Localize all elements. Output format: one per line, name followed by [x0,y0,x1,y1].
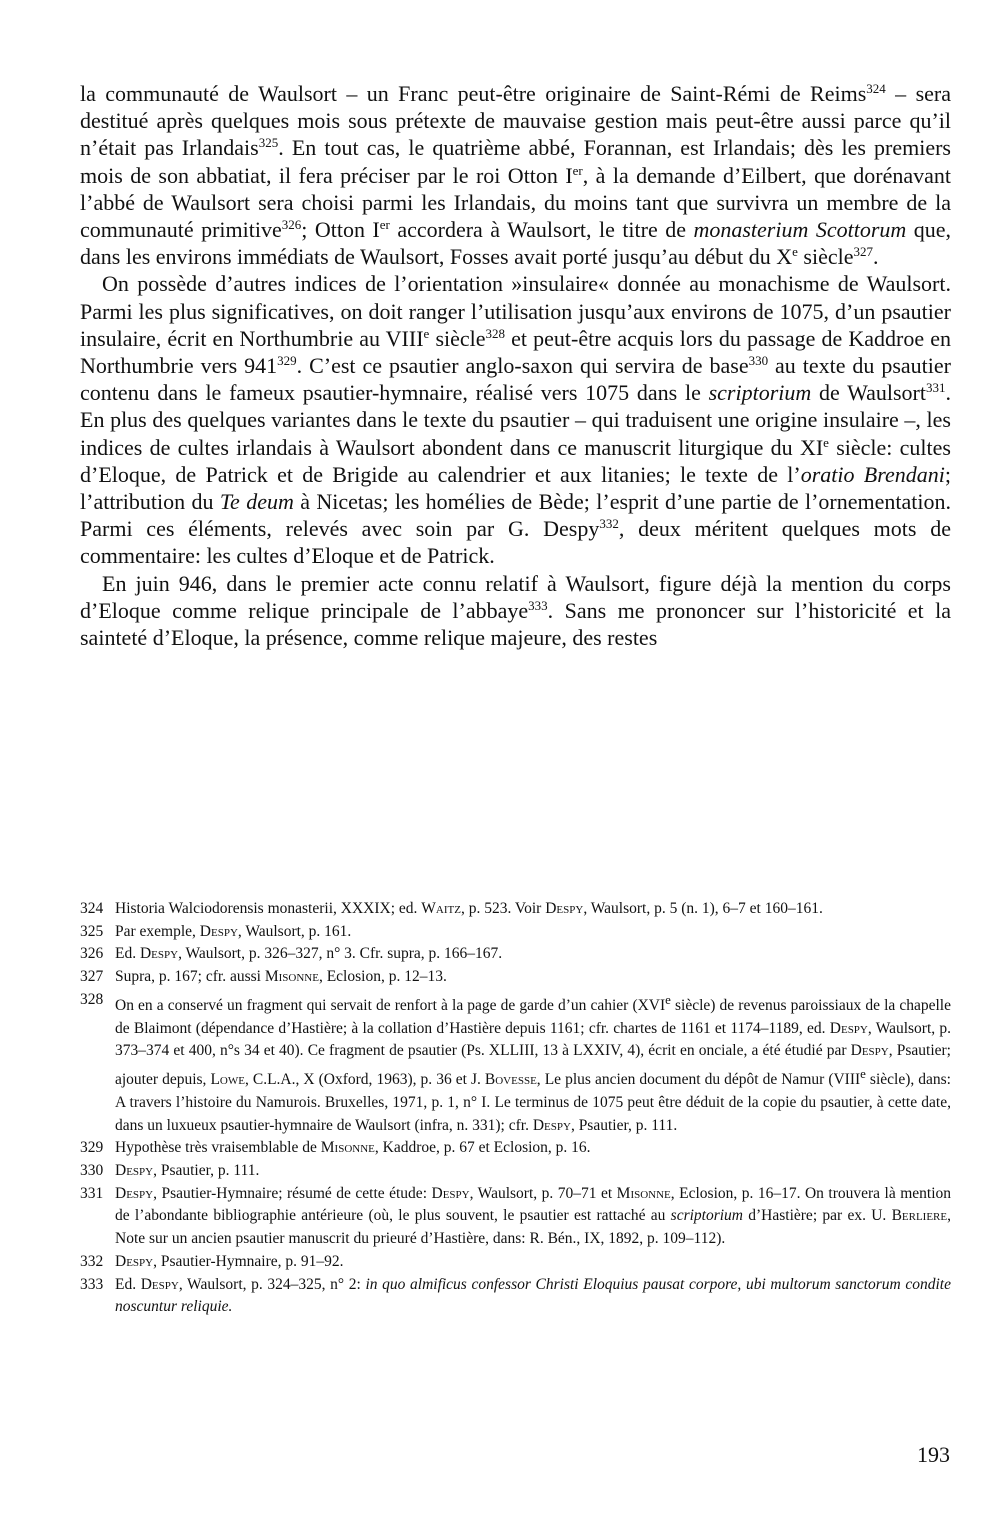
text-run: – sera destitué après quelques mois sous prétexte de mauvaise gestion mais peut-être aussi parce qu’il n’était pas Irlandais [80,81,951,161]
italic-term: in quo almificus confessor Christi Eloquius pausat corpore, ubi multorum sanctorum condite noscuntur reliquie. [115,1275,951,1316]
text-run: , Note sur un ancien psautier manuscrit du prieuré d’Hastière, dans: R. Bén., IX, 1892, p. 109–112). [115,1207,951,1248]
author-name: Lowe [210,1071,245,1089]
text-run: , Psautier-Hymnaire, p. 91–92. [153,1252,344,1270]
footnote-number: 325 [80,922,104,940]
footnote-text [115,1274,951,1319]
text-run: , Psautier, p. 111. [570,1116,678,1134]
note-reference: 332 [599,516,619,532]
text-run: , p. 523. Voir [460,900,546,917]
footnote [80,989,951,1138]
author-name: Misonne [320,1139,375,1157]
text-run: siècle: cultes d’Eloque, de Patrick et de Brigide au calendrier et aux litanies; le texte de l’ [80,434,951,487]
paragraph [80,570,951,652]
author-name: Bovesse [484,1071,537,1089]
footnote [80,1183,951,1251]
footnote-number: 324 [80,900,104,917]
note-reference: 324 [866,81,886,96]
text-run: , Eclosion, p. 16–17. On trouvera là mention de l’abondante bibliographie antérieure (où, le plus souvent, le psautier est rattaché au [115,1184,952,1225]
footnote-text [115,1160,951,1183]
text-run: . C’est ce psautier anglo-saxon qui servira de base [296,353,749,379]
text-run: Hypothèse très vraisemblable de [115,1139,321,1157]
paragraph [80,80,951,270]
italic-term: oratio Brendani [800,461,945,487]
author-name: Despy [829,1019,868,1037]
footnote [80,898,951,921]
text-run: , Psautier; ajouter depuis, [115,1042,951,1089]
footnote-number: 327 [80,968,104,986]
text-run: En juin 946, dans le premier acte connu relatif à Waulsort, figure déjà la mention du corps d’Eloque comme relique principale de l’abbaye [80,570,951,623]
author-name: Despy [115,1184,154,1202]
note-reference: er [379,217,390,233]
body-text [80,80,951,651]
text-run: On en a conservé un fragment qui servait de renfort à la page de garde d’un cahier (XVI [115,996,666,1014]
note-reference: er [572,162,583,178]
text-run: que, dans les environs immédiats de Waulsort, Fosses avait porté jusqu’au début du X [80,217,952,270]
author-name: Despy [431,1184,470,1202]
text-run: Ed. [115,945,140,963]
footnote [80,921,951,944]
author-name: Despy [139,945,179,963]
note-reference: 333 [528,597,548,613]
note-reference: 329 [277,353,297,369]
text-run: , Psautier, p. 111. [153,1162,260,1180]
author-name: Despy [850,1042,889,1060]
note-reference: e [823,434,829,450]
author-name: Misonne [616,1184,671,1202]
text-run: . [872,244,879,270]
footnote-number: 326 [80,945,104,963]
note-reference: e [665,991,671,1007]
text-run: de Waulsort [811,380,926,406]
page-number: 193 [917,1442,950,1467]
text-run: la communauté de Waulsort – un Franc peut-être originaire de Saint-Rémi de Reims [80,81,867,106]
note-reference: e [792,244,798,260]
footnote-text [115,1183,951,1251]
text-run: siècle [429,325,486,351]
text-run: accordera à Waulsort, le titre de [389,217,694,243]
footnote [80,1251,951,1274]
text-run: , C.L.A., X (Oxford, 1963), p. 36 et J. [244,1071,485,1089]
footnote-text [115,966,951,989]
footnote [80,943,951,966]
text-run: siècle [797,244,854,270]
text-run: Ed. [115,1275,141,1293]
text-run: , Waulsort, p. 70–71 et [469,1184,617,1202]
text-run: siècle) de revenus paroissiaux de la chapelle de Blaimont (dépendance d’Hastière; à la collation d’Hastière depuis 1161; cfr. chartes de 1161 et 1174–1189, ed. [115,996,951,1037]
text-run: , Waulsort, p. 161. [237,922,352,940]
paragraph [80,270,951,569]
footnote [80,1160,951,1183]
italic-term: monasterium Scottorum [693,217,907,243]
text-run: , à la demande d’Eilbert, que dorénavant l’abbé de Waulsort sera choisi parmi les Irlandais, du moins tant que survivra un membre de la communauté primitive [80,162,951,243]
note-reference: e [423,325,430,341]
author-name: Despy [199,922,238,940]
footnote-text [115,989,951,1138]
italic-term: scriptorium [708,380,812,406]
footnote-number: 331 [80,1184,104,1202]
author-name: Despy [532,1116,571,1134]
page-body [80,80,951,651]
text-run: Historia Walciodorensis monasterii, XXXIX; ed. [115,900,422,917]
italic-term: Te deum [219,489,294,515]
footnote-text [115,898,951,921]
footnotes [80,898,951,1319]
footnote-text [115,1137,951,1160]
text-run: ; Otton I [301,217,380,243]
text-run: d’Hastière; par ex. U. [743,1207,892,1225]
footnote-text [115,921,951,944]
author-name: Waitz [421,900,461,917]
author-name: Berliere [891,1207,948,1225]
text-run: On possède d’autres indices de l’orientation »insulaire« donnée au monachisme de Waulsort. Parmi les plus significatives, on doit ranger l’utilisation jusqu’aux environs de 1075, d’un psautier insulaire, écrit en Northumbrie au VIII [80,271,951,351]
footnote [80,1137,951,1160]
note-reference: 330 [748,353,769,369]
note-reference: 327 [853,244,873,260]
text-run: ; l’attribution du [80,461,951,515]
text-run: Par exemple, [115,922,200,940]
text-run: , Waulsort, p. 326–327, n° 3. Cfr. supra, p. 166–167. [178,945,503,963]
footnote-number: 333 [80,1275,104,1293]
text-run: et peut-être acquis lors du passage de Kaddroe en Northumbrie vers 941 [80,325,951,379]
text-run: , Waulsort, p. 5 (n. 1), 6–7 et 160–161. [583,900,823,917]
text-run: , Psautier-Hymnaire; résumé de cette étude: [153,1184,432,1202]
text-run: à Nicetas; les homélies de Bède; l’esprit d’une partie de l’ornementation. Parmi ces éléments, relevés avec soin par G. Despy [80,489,951,542]
author-name: Despy [545,900,584,917]
italic-term: scriptorium [670,1207,743,1225]
text-run: , Waulsort, p. 324–325, n° 2: [178,1275,366,1293]
text-run: siècle), dans: A travers l’histoire du Namurois. Bruxelles, 1971, p. 1, n° I. Le terminus de 1075 peut être déduit de la copie du psautier, à cette date, dans un luxueux psautier-hymnaire de Waulsort (infra, n. 331); cfr. [115,1071,951,1134]
text-run: , Le plus ancien document du dépôt de Namur (VIII [536,1071,861,1089]
author-name: Despy [140,1275,179,1293]
note-reference: 328 [485,325,506,341]
note-reference: 325 [258,135,279,151]
text-run: au texte du psautier contenu dans le fameux psautier-hymnaire, réalisé vers 1075 dans le [80,353,952,406]
text-run: . Sans me prononcer sur l’historicité et la sainteté d’Eloque, la présence, comme relique majeure, des restes [80,597,951,651]
note-reference: 331 [926,380,946,396]
author-name: Despy [115,1162,154,1180]
footnote-number: 329 [80,1139,104,1157]
footnote-number: 328 [80,990,104,1008]
text-run: , Waulsort, p. 373–374 et 400, n°s 34 et 40). Ce fragment de psautier (Ps. XLLIII, 13 à LXXIV, 4), écrit en onciale, a été étudié par [115,1019,952,1060]
footnote-number: 330 [80,1162,104,1180]
author-name: Despy [115,1252,154,1270]
note-reference: e [860,1066,866,1082]
text-run: , Eclosion, p. 12–13. [318,968,447,986]
footnote-text [115,1251,951,1274]
text-run: . En plus des quelques variantes dans le texte du psautier – qui traduisent une origine insulaire –, les indices de cultes irlandais à Waulsort abondent dans ce manuscrit liturgique du XI [80,380,951,460]
footnote [80,966,951,989]
text-run: , Kaddroe, p. 67 et Eclosion, p. 16. [374,1139,591,1157]
footnote [80,1274,951,1319]
text-run: . En tout cas, le quatrième abbé, Forannan, est Irlandais; dès les premiers mois de son abbatiat, il fera préciser par le roi Otton I [80,135,951,188]
text-run: Supra, p. 167; cfr. aussi [115,968,265,986]
text-run: , deux méritent quelques mots de commentaire: les cultes d’Eloque et de Patrick. [80,516,951,569]
footnote-number: 332 [80,1252,104,1270]
author-name: Misonne [264,968,319,986]
note-reference: 326 [281,217,302,233]
footnote-text [115,943,951,966]
